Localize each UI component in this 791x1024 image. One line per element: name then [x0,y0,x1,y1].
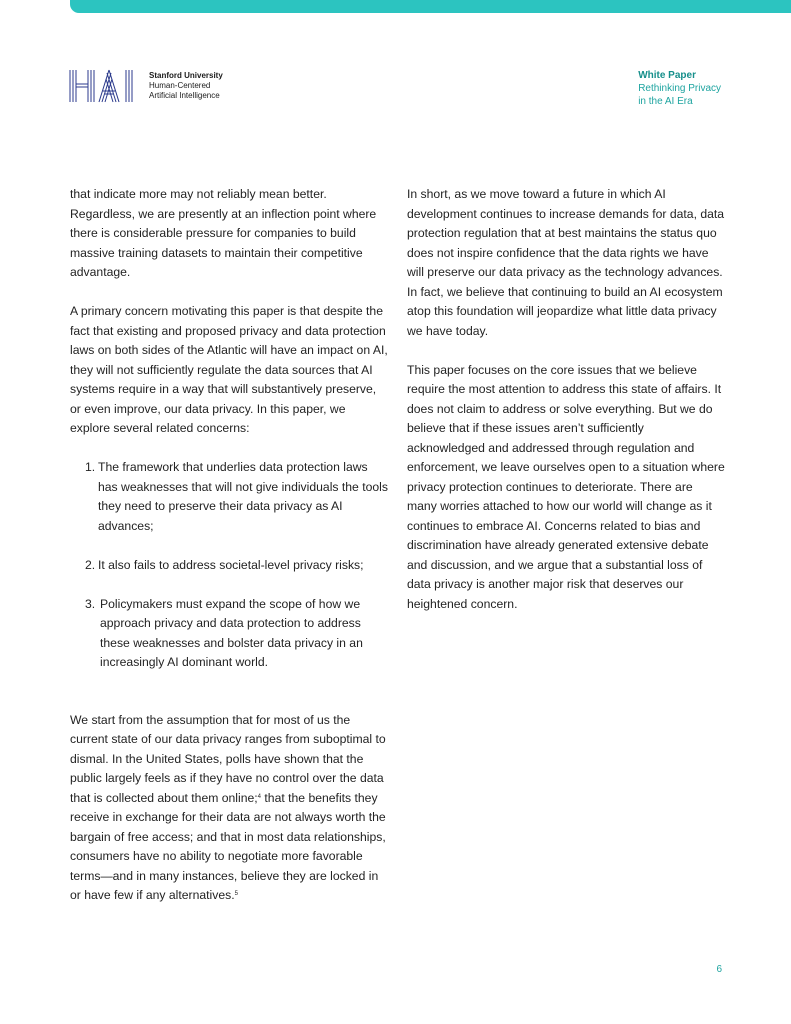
footnote-ref[interactable]: 5 [234,891,238,897]
logo-line-human-centered: Human-Centered [149,81,211,90]
logo-line-university: Stanford University [149,71,223,80]
top-accent-bar [70,0,791,13]
page-number: 6 [716,964,722,975]
document-label [638,69,721,108]
left-column [70,185,388,906]
list-number: 2. [85,557,96,572]
list-number: 3. [85,596,96,611]
logo-text [149,71,223,101]
logo-line-ai: Artificial Intelligence [149,91,220,100]
list-item [70,458,388,536]
paragraph-text: We start from the assumption that for most of us the current state of our data privacy ranges from suboptimal to dismal. In the United States, polls have shown that the public largely feels as if they have no control over the data that is collected about them online; [70,712,386,805]
list-item [70,556,388,576]
paragraph-text: that the benefits they receive in exchange for their data are not always worth the bargain of free access; and that in most data relationships, consumers have no ability to negotiate more favorable terms—and in many instances, believe they are locked in or have few if any alternatives. [70,790,386,902]
list-text: The framework that underlies data protection laws has weaknesses that will not give individuals the tools they need to preserve their data privacy as AI advances; [98,460,388,533]
doc-title-line-1: Rethinking Privacy [638,83,721,94]
paragraph: A primary concern motivating this paper is that despite the fact that existing and proposed privacy and data protection laws on both sides of the Atlantic will have an impact on AI, they will not sufficiently regulate the data sources that AI systems require in a way that will substantively preserve, or even improve, our data privacy. In this paper, we explore several related concerns: [70,304,388,435]
list-text: It also fails to address societal-level privacy risks; [98,557,364,572]
paragraph: This paper focuses on the core issues that we believe require the most attention to address this state of affairs. It does not claim to address or solve everything. But we do believe that if these issues aren’t sufficiently acknowledged and addressed through regulation and enforcement, we leave ourselves open to a situation where privacy protection continues to deteriorate. There are many worries attached to how our world will change as it continues to embrace AI. Concerns related to bias and discrimination have already generated extensive debate and discussion, and we argue that a substantial loss of data privacy is another major risk that deserves our heightened concern. [407,362,725,611]
concerns-list [70,458,388,673]
list-text: Policymakers must expand the scope of how we approach privacy and data protection to address these weaknesses and bolster data privacy in an increasingly AI dominant world. [100,596,363,669]
paragraph: In short, as we move toward a future in which AI development continues to increase demands for data, data protection regulation that at best maintains the status quo does not inspire confidence that the data rights we have will preserve our data privacy as the technology advances. In fact, we believe that continuing to build an AI ecosystem atop this foundation will jeopardize what little data privacy we have today. [407,187,725,338]
paragraph [70,711,388,906]
doc-title-line-2: in the AI Era [638,96,693,107]
paragraph: that indicate more may not reliably mean better. Regardless, we are presently at an inflection point where there is considerable pressure for companies to build massive training datasets to maintain their competitive advantage. [70,187,377,279]
doc-type: White Paper [638,70,696,81]
hai-logo [69,69,245,103]
list-item [70,595,388,673]
hai-logo-mark [69,69,143,103]
right-column [407,185,725,614]
list-number: 1. [85,460,96,474]
footnote-ref[interactable]: 4 [257,793,262,800]
